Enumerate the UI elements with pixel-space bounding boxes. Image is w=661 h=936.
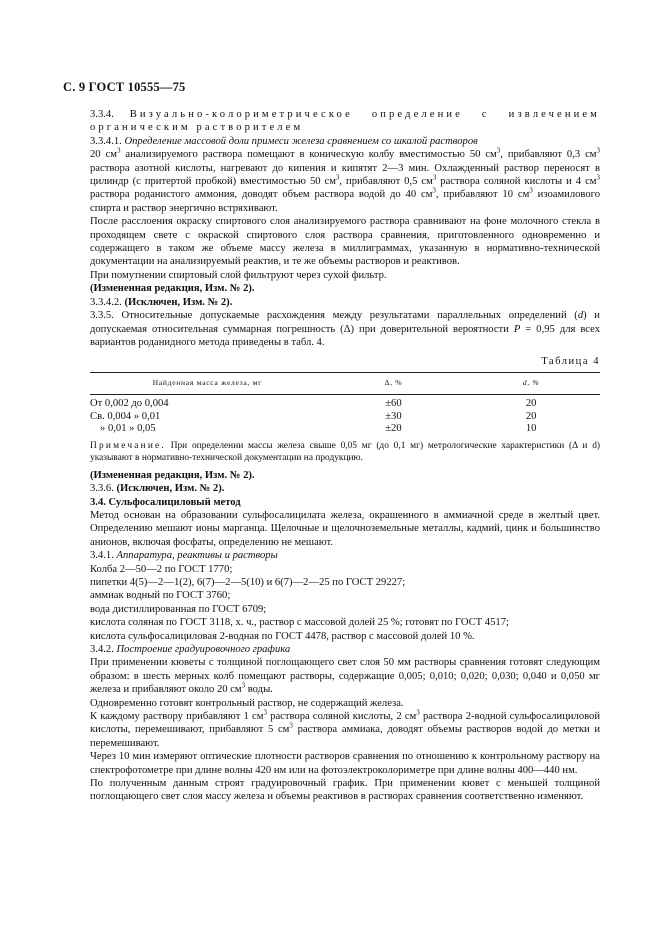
text-run: 3.3.5. Относительные допускаемые расхождения между результатами параллельных определений ( [90, 310, 578, 322]
text-run: раствора 2-водной сульфосалициловой кислоты, перемешивают, прибавляют 5 см [90, 711, 601, 736]
superscript: 3 [529, 186, 533, 195]
table-caption: Таблица 4 [541, 356, 600, 368]
list-item: вода дистиллированная по ГОСТ 6709; [90, 603, 267, 615]
section-number: 3.3.4. [90, 109, 114, 120]
text-run: воды. [245, 684, 273, 696]
text-run: анализируемого раствора помещают в коническую колбу вместимостью 50 см [120, 149, 497, 161]
paragraph-measurement: Через 10 мин измеряют оптические плотности растворов сравнения по отношению к контрольному раствору на спектрофотометре при длине волны 420 нм или на фотоэлектроколориметре при длине волны 400—440 нм. [90, 751, 600, 776]
section-title: Определение массовой доли примеси железа сравнением со шкалой растворов [124, 135, 478, 147]
page-header: С. 9 ГОСТ 10555—75 [63, 80, 186, 94]
cell-delta: ±30 [385, 410, 402, 422]
text-run: ) и допускаемая относительная суммарная погрешность (Δ) при доверительной вероятности [90, 310, 600, 335]
section-number: 3.3.4.2. [90, 296, 122, 308]
section-3-4-heading: 3.4. Сульфосалициловый метод [90, 496, 241, 508]
section-title: Визуально-колориметрическое определение с извлечением органическим растворителем [90, 109, 600, 134]
paragraph-method: Метод основан на образовании сульфосалицилата железа, окрашенного в аммиачной среде в желтый цвет. Определению мешают ионы марганца. Щелочные и щелочноземельные металлы, кадмий, цинк и большинство анионов, включая фосфаты, определению не мешают. [90, 509, 600, 548]
list-item: кислота соляная по ГОСТ 3118, х. ч., раствор с массовой долей 25 %; готовят по ГОСТ 4517; [90, 617, 509, 629]
text-run: = 0,95 для всех вариантов роданидного метода приведены в табл. 4. [90, 323, 600, 348]
section-3-3-5 [90, 309, 600, 349]
section-number: 3.3.6. [90, 483, 114, 495]
superscript: 3 [289, 721, 293, 730]
cell-mass: » 0,01 » 0,05 [100, 423, 156, 435]
list-item: кислота сульфосалициловая 2-водная по ГОСТ 4478, раствор с массовой долей 10 %. [90, 630, 475, 642]
symbol-p: P [513, 323, 521, 335]
cell-d: 10 [525, 423, 537, 435]
section-title: Аппаратура, реактивы и растворы [116, 550, 278, 562]
text-run: При применении кюветы с толщиной поглощающего свет слоя 50 мм растворы сравнения готовят следующим образом: в шесть мерных колб помещают растворы, содержащие 0,005; 0,010; 0,020; 0,030; 0,040 и 0,050 мг железа и прибавляют около 20 см [90, 657, 600, 696]
column-header-d: d, % [462, 372, 600, 395]
table-header-row [90, 372, 600, 395]
list-item: аммиак водный по ГОСТ 3760; [90, 590, 231, 602]
section-3-4-2 [90, 643, 600, 656]
paragraph-comparison: После расслоения окраску спиртового слоя анализируемого раствора сравнивают на фоне молочного стекла в проходящем свете с окраской спиртового слоя раствора сравнения, приготовленного одновременно и содержащего в таком же объеме массу железа в миллиграммах, указанную в нормативно-технической документации на анализируемый реактив, и те же объемы растворов и реактивов. [90, 216, 600, 268]
superscript: 3 [335, 173, 340, 182]
text-run: раствора роданистого аммония, доводят объем раствора водой до 40 см [90, 189, 433, 201]
paragraph-filtering: При помутнении спиртовый слой фильтруют через сухой фильтр. [90, 269, 387, 281]
table-row [90, 395, 600, 411]
section-3-3-4-1 [90, 135, 600, 148]
superscript: 3 [596, 146, 600, 155]
text-run: раствора азотной кислоты, нагревают до кипения и кипятят 2—3 мин. Охлажденный раствор переносят в цилиндр (с притертой пробкой) вместимостью 50 см [90, 162, 600, 188]
section-3-3-4 [90, 108, 600, 135]
superscript: 3 [496, 146, 501, 155]
cell-mass: Св. 0,004 » 0,01 [90, 410, 161, 422]
superscript: 3 [432, 173, 437, 182]
superscript: 3 [416, 708, 420, 717]
paragraph-reagents [90, 710, 600, 750]
text-run: 20 см [90, 149, 117, 161]
section-3-4-1 [90, 549, 600, 562]
note-label: Примечание. [90, 440, 166, 451]
text-run: раствора соляной кислоты, 2 см [266, 711, 417, 723]
edition-note: (Измененная редакция, Изм. № 2). [90, 469, 255, 481]
paragraph-procedure [90, 148, 600, 215]
section-number: 3.4.1. [90, 550, 114, 562]
list-item: пипетки 4(5)—2—1(2), 6(7)—2—5(10) и 6(7)—2—25 по ГОСТ 29227; [90, 576, 406, 588]
text-run: изоамилового спирта и раствор энергично встряхивают. [90, 189, 601, 214]
table-row [90, 411, 600, 424]
list-item: Колба 2—50—2 по ГОСТ 1770; [90, 563, 233, 575]
text-run: , прибавляют 10 см [435, 189, 530, 201]
table-note [90, 440, 600, 465]
table-4 [90, 372, 600, 436]
paragraph-control: Одновременно готовят контрольный раствор, не содержащий железа. [90, 697, 404, 709]
superscript: 3 [432, 186, 436, 195]
superscript: 3 [116, 146, 121, 155]
text-run: К каждому раствору прибавляют 1 см [90, 711, 264, 723]
superscript: 3 [241, 681, 246, 690]
paragraph-calibration [90, 656, 600, 696]
superscript: 3 [596, 173, 600, 182]
excluded-note: (Исключен, Изм. № 2). [116, 483, 225, 495]
text-run: раствора аммиака, доводят объемы растворов водой до метки и перемешивают. [90, 724, 600, 749]
section-3-3-4-2 [90, 296, 600, 309]
edition-note: (Измененная редакция, Изм. № 2). [90, 283, 255, 295]
column-header-delta: Δ, % [325, 372, 463, 395]
paragraph-graph: По полученным данным строят градуировочный график. При применении кювет с меньшей толщиной поглощающего свет слоя массу железа и объемы реактивов в растворах сравнения соответственно изменяют. [90, 778, 600, 803]
symbol-d: d [577, 310, 584, 322]
excluded-note: (Исключен, Изм. № 2). [124, 296, 233, 308]
text-run: раствора соляной кислоты и 4 см [436, 176, 597, 188]
superscript: 3 [263, 708, 267, 717]
section-3-3-6 [90, 482, 600, 495]
section-number: 3.3.4.1. [90, 135, 122, 147]
cell-mass: От 0,002 до 0,004 [90, 398, 169, 410]
cell-delta: ±20 [385, 423, 402, 435]
cell-delta: ±60 [385, 398, 402, 410]
table-row [90, 423, 600, 436]
cell-d: 20 [525, 410, 537, 422]
column-header-mass: Найденная масса железа, мг [90, 372, 325, 395]
note-text: При определении массы железа свыше 0,05 мг (до 0,1 мг) метрологические характеристики (Δ и d) указывают в нормативно-технической документации на продукцию. [90, 440, 600, 464]
document-body [90, 108, 600, 804]
text-run: , прибавляют 0,3 см [500, 149, 597, 161]
section-number: 3.4.2. [90, 644, 114, 655]
text-run: , прибавляют 0,5 см [339, 176, 433, 188]
cell-d: 20 [525, 398, 537, 410]
section-title: Построение градуировочного графика [116, 644, 291, 655]
